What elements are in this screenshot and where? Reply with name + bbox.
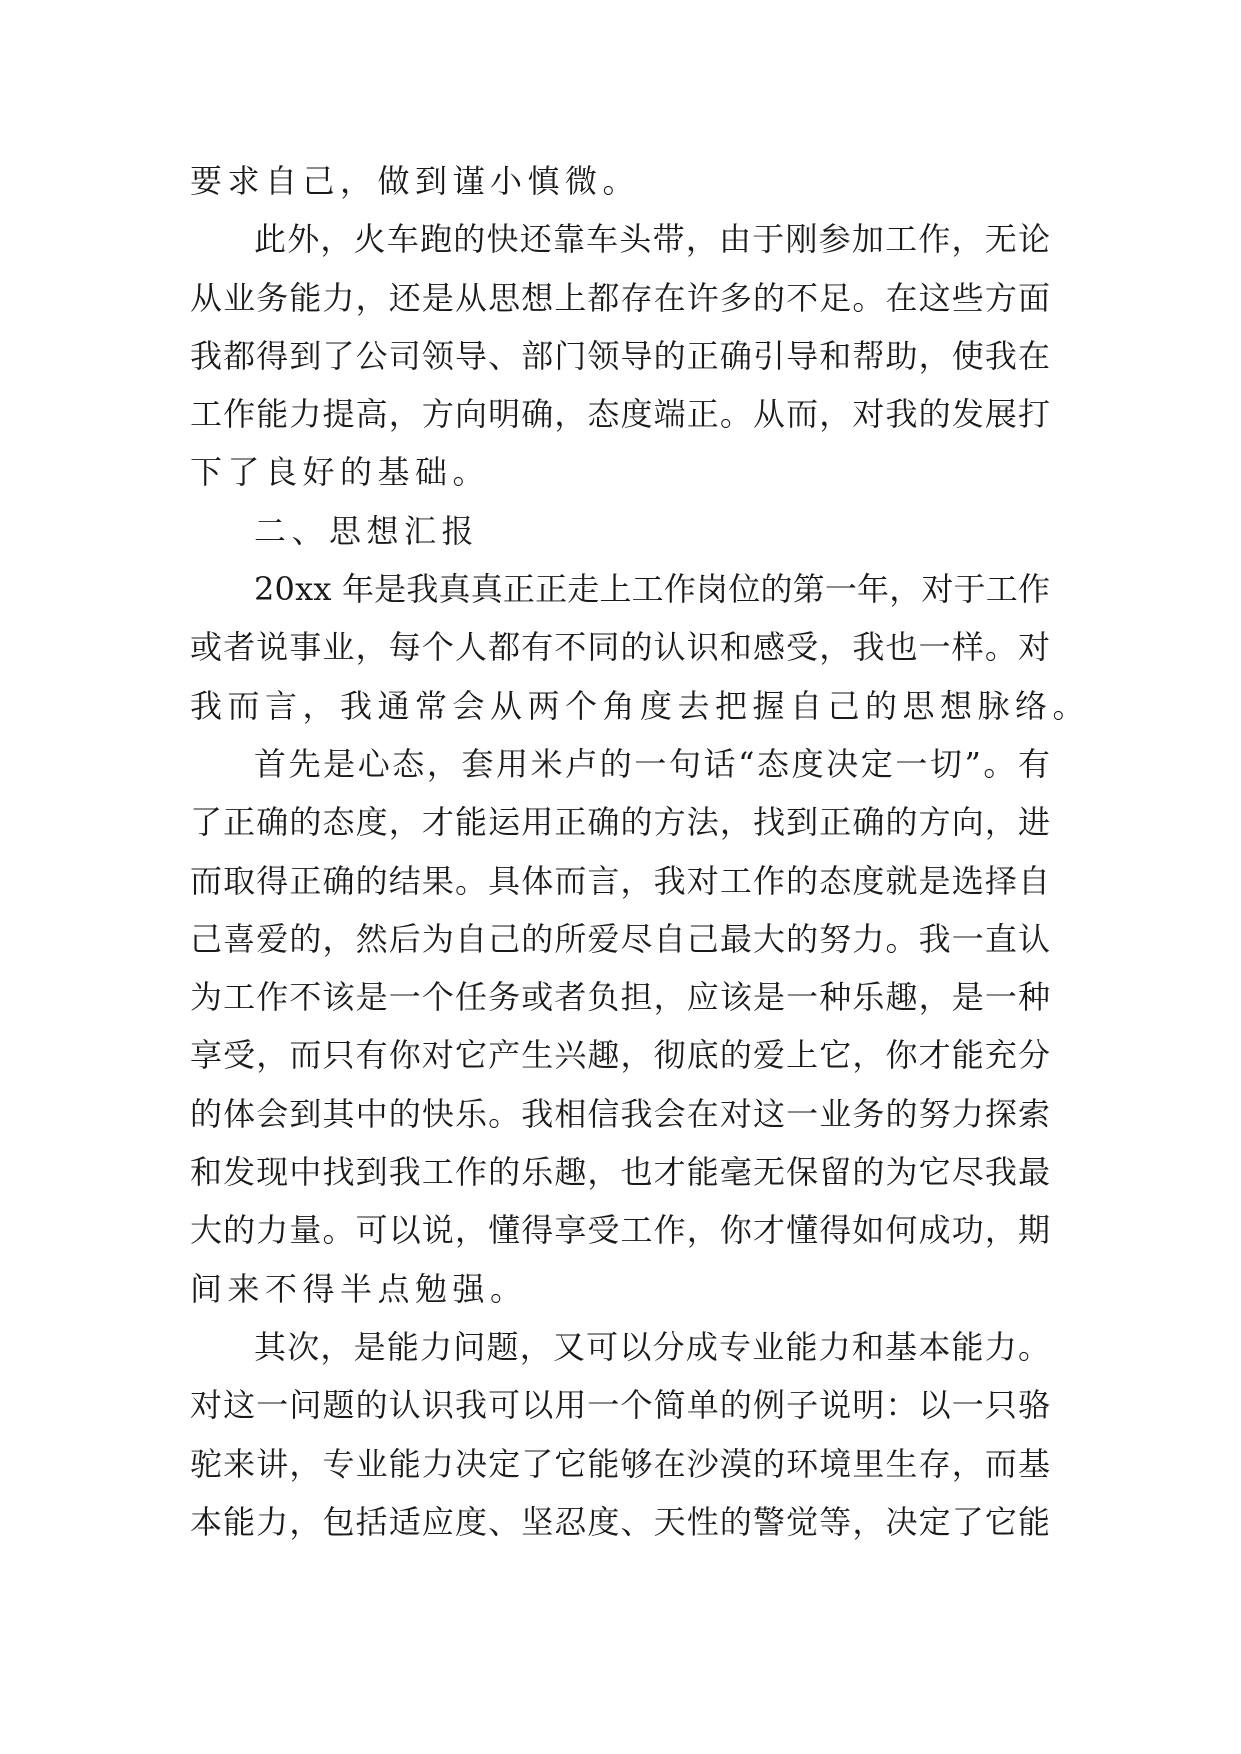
text-line: 大的力量。可以说，懂得享受工作，你才懂得如何成功，期: [190, 1211, 1052, 1250]
text-line: 其次，是能力问题，又可以分成专业能力和基本能力。: [254, 1327, 1052, 1366]
text-line: 驼来讲，专业能力决定了它能够在沙漠的环境里生存，而基: [190, 1444, 1052, 1483]
text-line: 而取得正确的结果。具体而言，我对工作的态度就是选择自: [190, 861, 1052, 900]
text-line: 或者说事业，每个人都有不同的认识和感受，我也一样。对: [190, 628, 1052, 667]
text-line: 间来不得半点勉强。: [190, 1269, 528, 1308]
text-line: 己喜爱的，然后为自己的所爱尽自己最大的努力。我一直认: [190, 919, 1052, 958]
text-line: 我而言，我通常会从两个角度去把握自己的思想脉络。: [190, 686, 1091, 725]
text-line: 二、思想汇报: [254, 511, 480, 550]
text-line: 我都得到了公司领导、部门领导的正确引导和帮助，使我在: [190, 336, 1052, 375]
text-line: 20xx 年是我真真正正走上工作岗位的第一年，对于工作: [254, 570, 1051, 609]
document-body: [190, 152, 1091, 1551]
text-line: 此外，火车跑的快还靠车头带，由于刚参加工作，无论: [254, 220, 1052, 259]
text-line: 本能力，包括适应度、坚忍度、天性的警觉等，决定了它能: [190, 1502, 1052, 1541]
text-line: 首先是心态，套用米卢的一句话“态度决定一切”。有: [254, 744, 1053, 783]
text-line: 享受，而只有你对它产生兴趣，彻底的爱上它，你才能充分: [190, 1036, 1052, 1075]
text-line: 要求自己，做到谨小慎微。: [190, 162, 641, 200]
text-line: 了正确的态度，才能运用正确的方法，找到正确的方向，进: [190, 803, 1052, 842]
text-line: 对这一问题的认识我可以用一个简单的例子说明：以一只骆: [190, 1386, 1052, 1425]
text-line: 为工作不该是一个任务或者负担，应该是一种乐趣，是一种: [190, 978, 1052, 1017]
text-line: 工作能力提高，方向明确，态度端正。从而，对我的发展打: [190, 395, 1052, 434]
text-line: 的体会到其中的快乐。我相信我会在对这一业务的努力探索: [190, 1094, 1052, 1133]
text-line: 和发现中找到我工作的乐趣，也才能毫无保留的为它尽我最: [190, 1153, 1052, 1192]
text-line: 从业务能力，还是从思想上都存在许多的不足。在这些方面: [190, 278, 1052, 317]
text-line: 下了良好的基础。: [190, 453, 491, 492]
